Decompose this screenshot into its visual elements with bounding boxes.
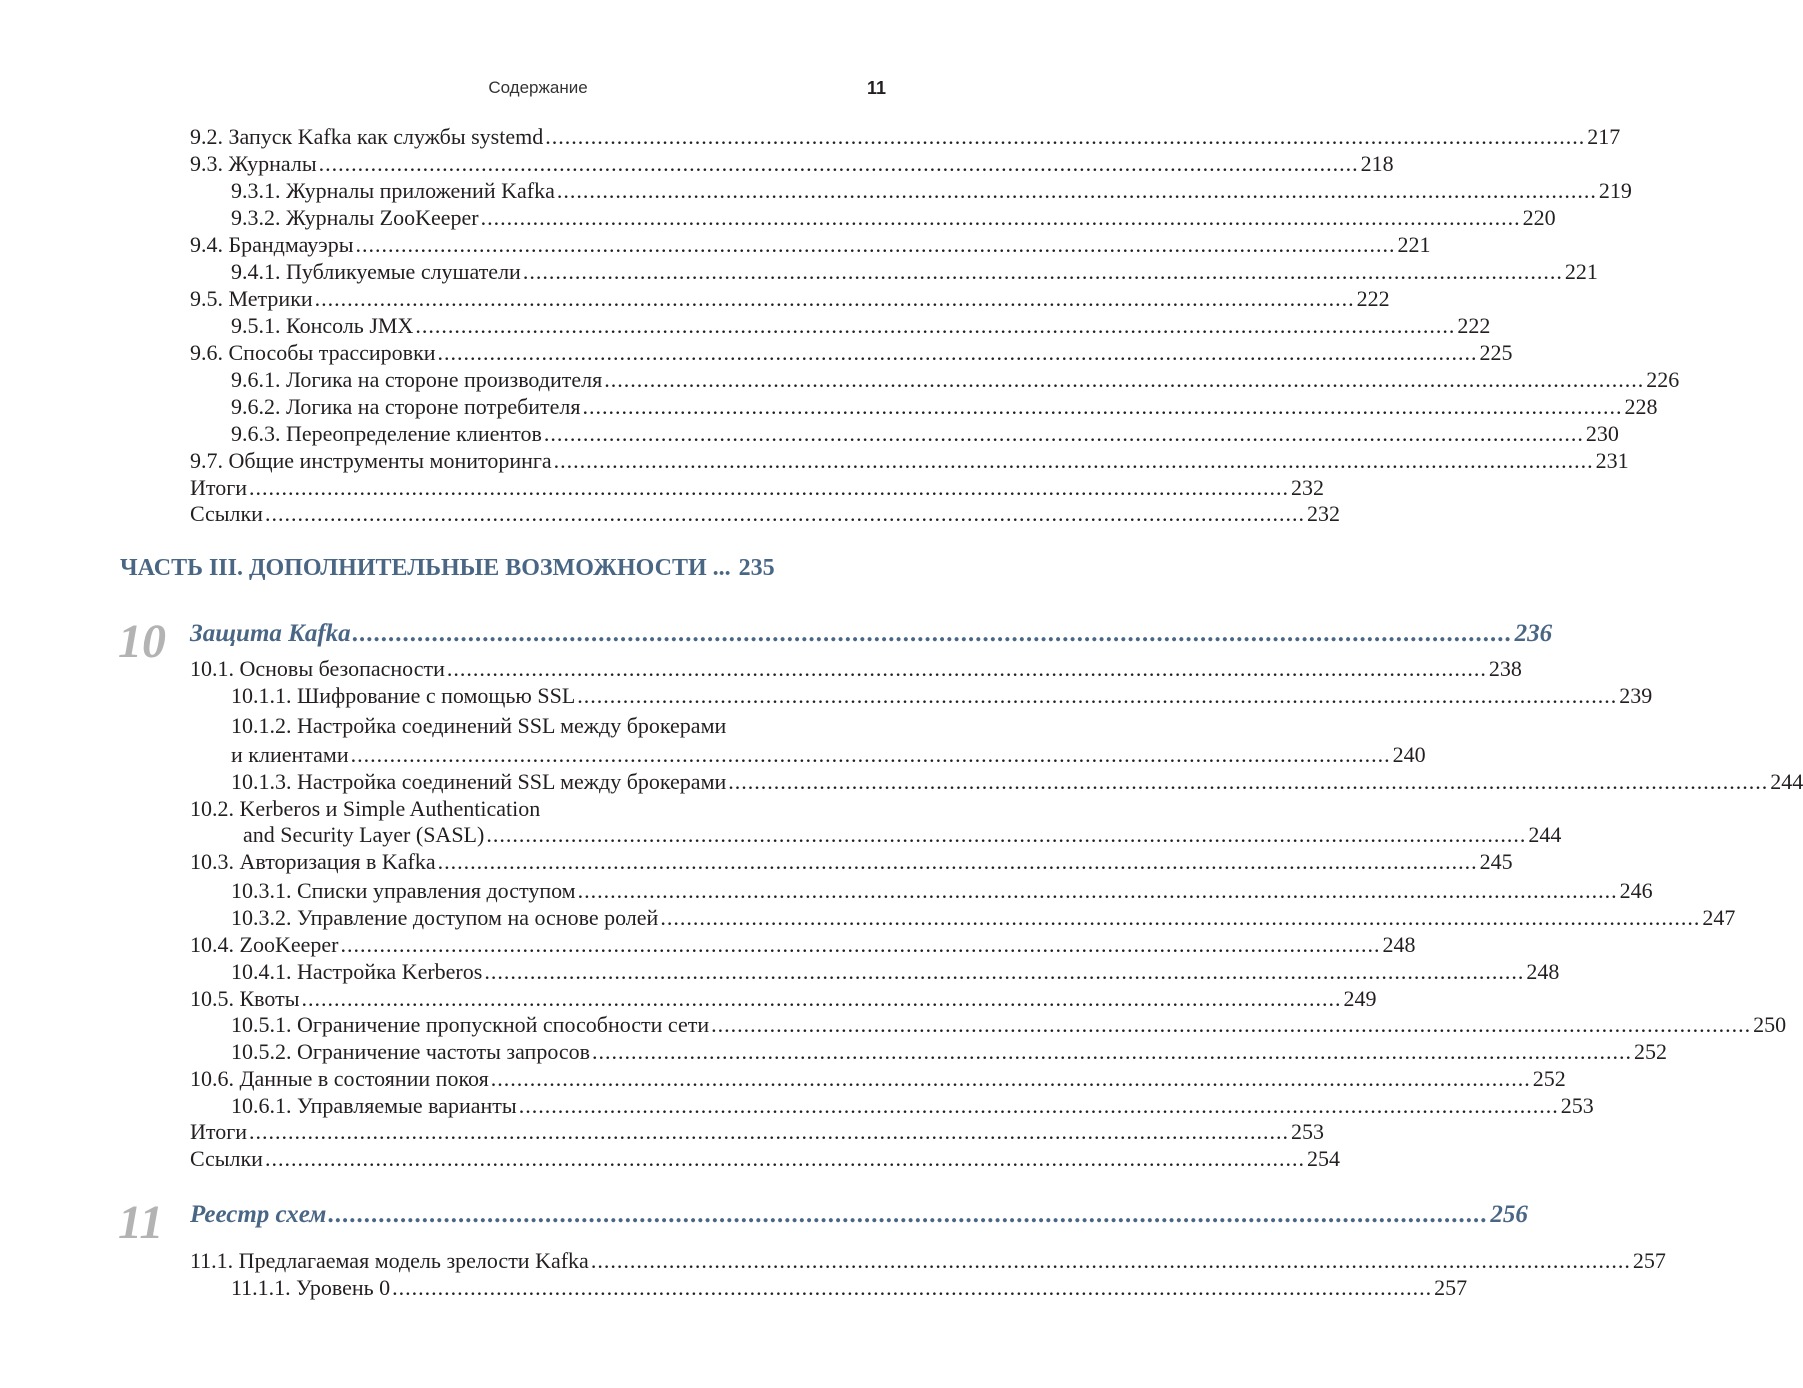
toc-entry-10-references[interactable]: Ссылки ................................................................................................................................................................ 254 xyxy=(190,1146,1340,1171)
toc-entry-9-summary[interactable]: Итоги ................................................................................................................................................................ 232 xyxy=(190,475,1325,500)
chapter-heading-10[interactable]: Защита Kafka ................................................................................................................................................................ 236 xyxy=(190,620,1553,647)
toc-entry-9-5-1[interactable]: 9.5.1. Консоль JMX ................................................................................................................................................................ 222 xyxy=(231,313,1491,338)
toc-entry-9-3[interactable]: 9.3. Журналы ................................................................................................................................................................ 218 xyxy=(190,151,1394,176)
toc-entry-9-2[interactable]: 9.2. Запуск Kafka как службы systemd ................................................................................................................................................................ 217 xyxy=(190,124,1621,149)
toc-entry-9-6-2[interactable]: 9.6.2. Логика на стороне потребителя ................................................................................................................................................................ 228 xyxy=(231,394,1658,419)
toc-entry-10-summary[interactable]: Итоги ................................................................................................................................................................ 253 xyxy=(190,1119,1325,1144)
part-heading[interactable] xyxy=(120,553,886,583)
page-number: 11 xyxy=(866,78,886,98)
chapter-title: Реестр схем xyxy=(190,1201,327,1228)
toc-entry-9-6[interactable]: 9.6. Способы трассировки ................................................................................................................................................................ 225 xyxy=(190,340,1513,365)
toc-entry-10-1-3[interactable]: 10.1.3. Настройка соединений SSL между брокерами ................................................................................................................................................................ 244 xyxy=(231,769,1803,794)
toc-entry-10-1[interactable]: 10.1. Основы безопасности ................................................................................................................................................................ 238 xyxy=(190,656,1522,681)
toc-entry-9-6-3[interactable]: 9.6.3. Переопределение клиентов ................................................................................................................................................................ 230 xyxy=(231,421,1619,446)
toc-entry-10-6[interactable]: 10.6. Данные в состоянии покоя ................................................................................................................................................................ 252 xyxy=(190,1066,1566,1091)
chapter-title: Защита Kafka xyxy=(190,620,351,647)
chapter-number-10: 10 xyxy=(118,615,166,668)
toc-entry-10-5-1[interactable]: 10.5.1. Ограничение пропускной способности сети ................................................................................................................................................................ 250 xyxy=(231,1012,1787,1037)
chapter-number-11: 11 xyxy=(118,1196,164,1249)
toc-entry-9-4[interactable]: 9.4. Брандмауэры ................................................................................................................................................................ 221 xyxy=(190,232,1431,257)
toc-entry-9-4-1[interactable]: 9.4.1. Публикуемые слушатели ................................................................................................................................................................ 221 xyxy=(231,259,1598,284)
toc-entry-9-6-1[interactable]: 9.6.1. Логика на стороне производителя ................................................................................................................................................................ 226 xyxy=(231,367,1680,392)
toc-entry-10-3-2[interactable]: 10.3.2. Управление доступом на основе ролей ................................................................................................................................................................ 247 xyxy=(231,905,1736,930)
toc-entry-10-1-2-cont[interactable]: и клиентами ................................................................................................................................................................ 240 xyxy=(231,742,1426,767)
part-title: ЧАСТЬ III. ДОПОЛНИТЕЛЬНЫЕ ВОЗМОЖНОСТИ ... xyxy=(120,555,731,581)
part-page: 235 xyxy=(738,555,775,581)
chapter-page: 236 xyxy=(1514,620,1553,647)
running-title: Содержание xyxy=(488,78,588,97)
chapter-heading-11[interactable]: Реестр схем ................................................................................................................................................................ 256 xyxy=(190,1201,1528,1228)
toc-entry-10-1-2[interactable]: 10.1.2. Настройка соединений SSL между брокерами xyxy=(231,713,727,738)
toc-entry-10-2-cont[interactable]: and Security Layer (SASL) ................................................................................................................................................................ 244 xyxy=(243,822,1562,847)
toc-entry-10-6-1[interactable]: 10.6.1. Управляемые варианты ................................................................................................................................................................ 253 xyxy=(231,1093,1594,1118)
toc-entry-11-1-1[interactable]: 11.1.1. Уровень 0 ................................................................................................................................................................ 257 xyxy=(231,1275,1468,1300)
running-head xyxy=(190,78,886,102)
toc-entry-9-3-2[interactable]: 9.3.2. Журналы ZooKeeper ................................................................................................................................................................ 220 xyxy=(231,205,1556,230)
toc-entry-10-3-1[interactable]: 10.3.1. Списки управления доступом ................................................................................................................................................................ 246 xyxy=(231,878,1653,903)
toc-entry-9-7[interactable]: 9.7. Общие инструменты мониторинга ................................................................................................................................................................ 231 xyxy=(190,448,1629,473)
toc-entry-10-2[interactable]: 10.2. Kerberos и Simple Authentication xyxy=(190,796,541,821)
toc-entry-10-5-2[interactable]: 10.5.2. Ограничение частоты запросов ................................................................................................................................................................ 252 xyxy=(231,1039,1668,1064)
chapter-page: 256 xyxy=(1490,1201,1528,1228)
toc-entry-10-5[interactable]: 10.5. Квоты ................................................................................................................................................................ 249 xyxy=(190,986,1377,1011)
toc-entry-10-3[interactable]: 10.3. Авторизация в Kafka ................................................................................................................................................................ 245 xyxy=(190,849,1513,874)
toc-entry-10-1-1[interactable]: 10.1.1. Шифрование с помощью SSL ................................................................................................................................................................ 239 xyxy=(231,683,1653,708)
toc-entry-10-4-1[interactable]: 10.4.1. Настройка Kerberos ................................................................................................................................................................ 248 xyxy=(231,959,1560,984)
toc-entry-9-5[interactable]: 9.5. Метрики ................................................................................................................................................................ 222 xyxy=(190,286,1390,311)
toc-entry-9-3-1[interactable]: 9.3.1. Журналы приложений Kafka ................................................................................................................................................................ 219 xyxy=(231,178,1632,203)
toc-entry-9-references[interactable]: Ссылки ................................................................................................................................................................ 232 xyxy=(190,501,1340,526)
toc-entry-10-4[interactable]: 10.4. ZooKeeper ................................................................................................................................................................ 248 xyxy=(190,932,1416,957)
toc-entry-11-1[interactable]: 11.1. Предлагаемая модель зрелости Kafka ................................................................................................................................................................ 257 xyxy=(190,1248,1666,1273)
